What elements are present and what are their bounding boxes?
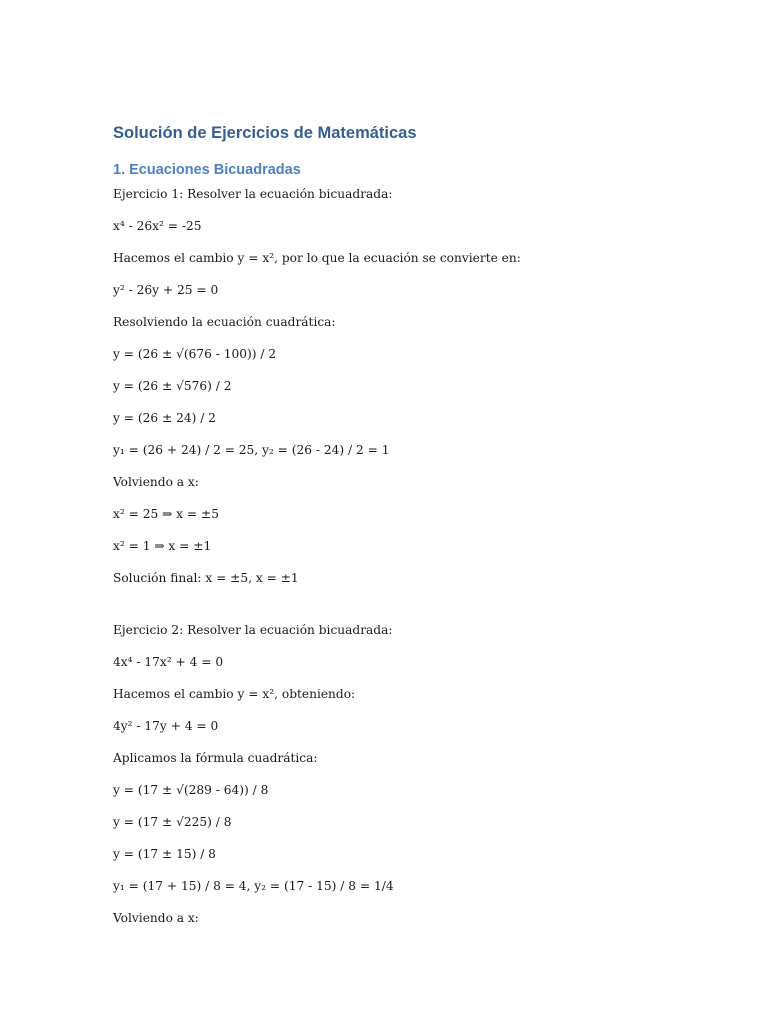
exercise-1-final-solution: Solución final: x = ±5, x = ±1 [113,571,299,585]
exercise-1-statement: Ejercicio 1: Resolver la ecuación bicuadrada: [113,187,393,201]
exercise-1-step-2: y = (26 ± √576) / 2 [113,379,232,393]
exercise-2-statement: Ejercicio 2: Resolver la ecuación bicuadrada: [113,623,393,637]
exercise-2-equation: 4x⁴ - 17x² + 4 = 0 [113,655,224,669]
exercise-2-step-2: y = (17 ± √225) / 8 [113,815,232,829]
exercise-1-equation: x⁴ - 26x² = -25 [113,219,202,233]
exercise-1-step-1: y = (26 ± √(676 - 100)) / 2 [113,347,277,361]
exercise-2-quadratic: 4y² - 17y + 4 = 0 [113,719,219,733]
exercise-2-step-1: y = (17 ± √(289 - 64)) / 8 [113,783,269,797]
exercise-1-quadratic: y² - 26y + 25 = 0 [113,283,219,297]
document-title: Solución de Ejercicios de Matemáticas [113,124,417,142]
exercise-1-back-2: x² = 1 ⇒ x = ±1 [113,539,212,553]
exercise-1-substitution: Hacemos el cambio y = x², por lo que la ecuación se convierte en: [113,251,521,265]
section-heading-bicuadradas: 1. Ecuaciones Bicuadradas [113,162,301,178]
exercise-1-step-3: y = (26 ± 24) / 2 [113,411,216,425]
exercise-1-solving-label: Resolviendo la ecuación cuadrática: [113,315,336,329]
exercise-2-roots: y₁ = (17 + 15) / 8 = 4, y₂ = (17 - 15) / 8 = 1/4 [113,879,394,893]
exercise-2-substitution: Hacemos el cambio y = x², obteniendo: [113,687,356,701]
exercise-1-back-1: x² = 25 ⇒ x = ±5 [113,507,219,521]
exercise-1-back-label: Volviendo a x: [113,475,199,489]
exercise-2-back-label: Volviendo a x: [113,911,199,925]
exercise-1-roots: y₁ = (26 + 24) / 2 = 25, y₂ = (26 - 24) / 2 = 1 [113,443,390,457]
exercise-2-formula-label: Aplicamos la fórmula cuadrática: [113,751,318,765]
exercise-2-step-3: y = (17 ± 15) / 8 [113,847,216,861]
